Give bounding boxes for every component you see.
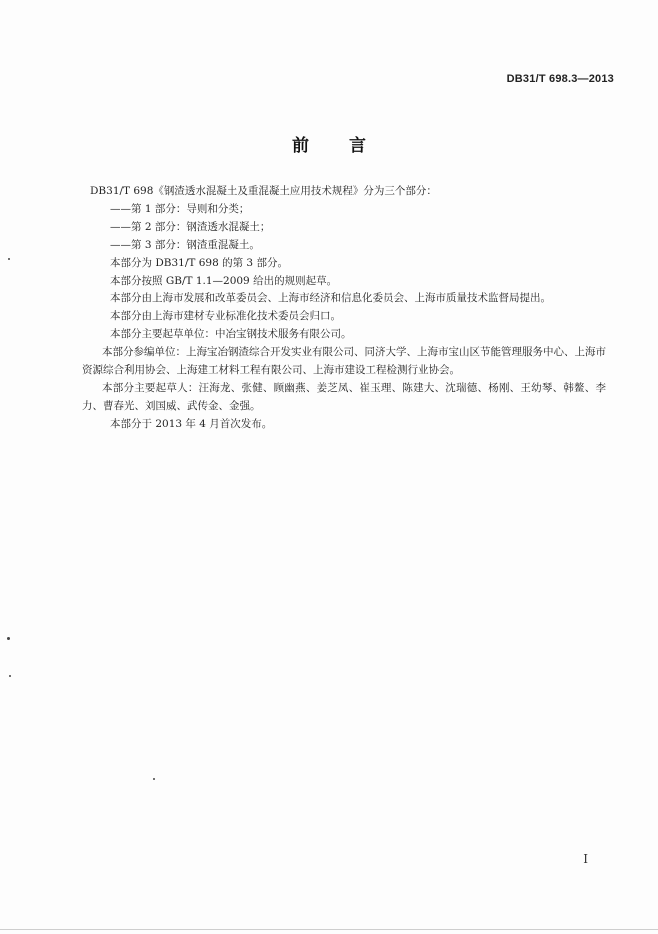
centralized-by: 本部分由上海市建材专业标准化技术委员会归口。 [110,310,341,323]
main-drafting-unit: 本部分主要起草单位：中冶宝钢技术服务有限公司。 [110,328,352,341]
intro-paragraph: DB31/T 698《钢渣透水混凝土及重混凝土应用技术规程》分为三个部分： [90,185,437,197]
page-title [0,131,658,156]
scan-edge-line [0,929,658,930]
part-3-item: ——第 3 部分：钢渣重混凝土。 [110,238,260,251]
drafting-rules: 本部分按照 GB/T 1.1—2009 给出的规则起草。 [110,274,338,287]
foreword-body [82,183,606,434]
participating-units: 本部分参编单位：上海宝冶钢渣综合开发实业有限公司、同济大学、上海市宝山区节能管理服务中心、上海市资源综合利用协会、上海建工材料工程有限公司、上海市建设工程检测行业协会。 [82,346,606,377]
first-release: 本部分于 2013 年 4 月首次发布。 [110,417,273,430]
document-code: DB31/T 698.3—2013 [506,73,614,85]
part-statement: 本部分为 DB31/T 698 的第 3 部分。 [110,256,288,269]
part-1-item: ——第 1 部分：导则和分类； [110,202,250,215]
title-char-2: 言 [349,136,366,156]
part-2-item: ——第 2 部分：钢渣透水混凝土； [110,220,271,233]
scan-speck [9,675,11,677]
page-number: I [583,852,588,866]
scan-speck [8,258,10,260]
scan-speck [153,778,155,780]
proposed-by: 本部分由上海市发展和改革委员会、上海市经济和信息化委员会、上海市质量技术监督局提出。 [110,292,551,305]
title-char-1: 前 [292,136,309,156]
main-drafters: 本部分主要起草人：汪海龙、张健、顾幽燕、姜芝凤、崔玉理、陈建大、沈瑞德、杨刚、王幼琴、韩鳌、李力、曹春光、刘国威、武传金、金强。 [82,381,606,412]
scan-speck [7,637,10,640]
